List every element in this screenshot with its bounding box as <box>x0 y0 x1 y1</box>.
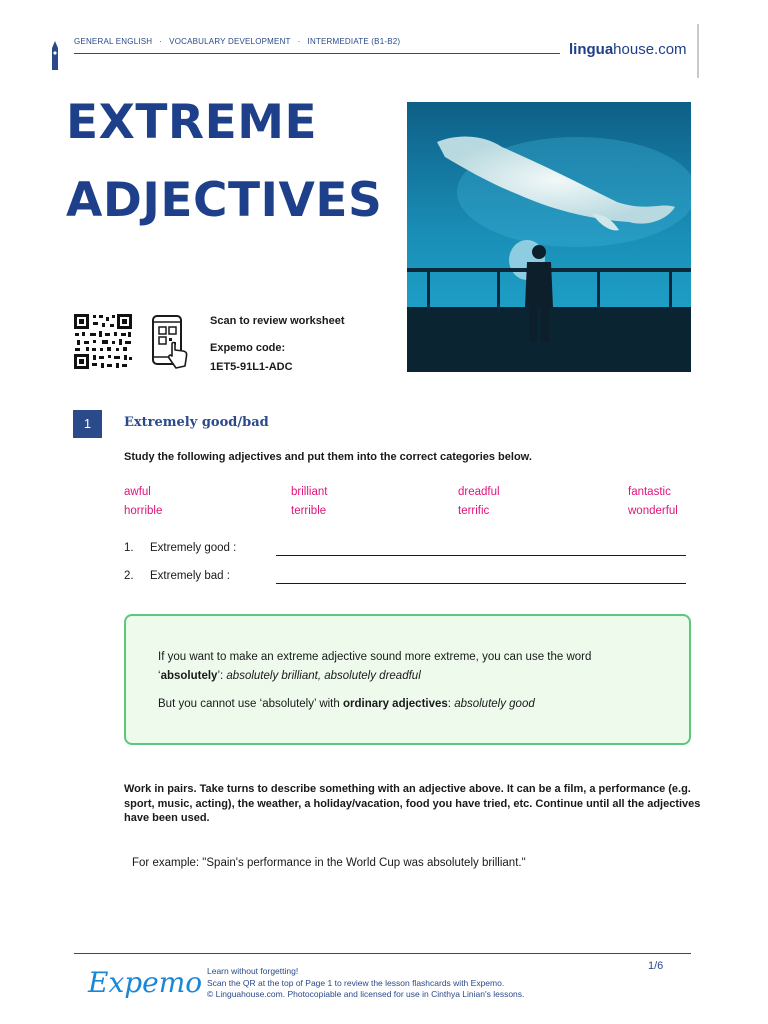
breadcrumb-item: VOCABULARY DEVELOPMENT <box>169 37 291 46</box>
brand-logo <box>569 41 687 58</box>
footer-line-2: Scan the QR at the top of Page 1 to review the lesson flashcards with Expemo. <box>207 977 505 988</box>
page-title-line1: EXTREME <box>66 95 318 150</box>
breadcrumb-separator: · <box>159 37 163 46</box>
adjective-word: dreadful <box>458 486 500 498</box>
note-example: absolutely good <box>454 698 535 710</box>
header-rule <box>74 53 560 54</box>
breadcrumb-separator: · <box>297 37 301 46</box>
note-punct: ’: <box>217 670 227 682</box>
breadcrumb <box>74 37 400 46</box>
adjective-word: terrific <box>458 505 490 517</box>
footer-rule <box>74 953 691 954</box>
adjective-word: brilliant <box>291 486 328 498</box>
note-example: absolutely brilliant, absolutely dreadful <box>226 670 421 682</box>
answer-blank-good[interactable] <box>276 555 686 556</box>
example-sentence: For example: "Spain's performance in the World Cup was absolutely brilliant." <box>132 857 526 869</box>
page-edge-bar <box>697 24 699 78</box>
note-bold-phrase: ordinary adjectives <box>342 698 448 710</box>
adjective-word: terrible <box>291 505 327 517</box>
brand-bold: lingua <box>569 41 614 58</box>
page-number: 1/6 <box>648 960 664 972</box>
phone-scan-icon <box>150 314 192 372</box>
note-bold-word: absolutely <box>160 670 218 682</box>
adjective-word: wonderful <box>628 505 678 517</box>
expemo-code-label: Expemo code: <box>210 342 286 354</box>
adjective-word: awful <box>124 486 151 498</box>
adjective-word: horrible <box>124 505 163 517</box>
note-line-1: If you want to make an extreme adjective sound more extreme, you can use the word <box>158 651 592 663</box>
note-line-2 <box>158 670 421 682</box>
big-ben-icon <box>50 40 60 70</box>
adjective-word: fantastic <box>628 486 671 498</box>
note-quote: ‘ <box>158 670 161 682</box>
page-title-line2: ADJECTIVES <box>66 173 383 228</box>
pair-work-instruction: Work in pairs. Take turns to describe something with an adjective above. It can be a film, a performance (e.g. sport, music, acting), the weather, a holiday/vacation, food you have tried, etc. Continue until all the adjectives have been used. <box>124 783 701 824</box>
section-title: Extremely good/bad <box>124 415 269 430</box>
brand-rest: house.com <box>613 41 687 58</box>
answer-number: 1. <box>124 542 134 554</box>
note-text: But you cannot use ‘absolutely’ with <box>158 698 343 710</box>
answer-row-good <box>124 542 236 554</box>
scan-label: Scan to review worksheet <box>210 315 345 327</box>
qr-code-icon[interactable] <box>73 313 133 370</box>
beluga-aquarium-photo <box>407 102 691 372</box>
footer-text <box>207 966 524 1001</box>
scan-info <box>210 312 345 377</box>
answer-blank-bad[interactable] <box>276 583 686 584</box>
section-instruction: Study the following adjectives and put them into the correct categories below. <box>124 451 532 463</box>
answer-number: 2. <box>124 570 134 582</box>
footer-line-1: Learn without forgetting! <box>207 966 299 976</box>
note-line-3 <box>158 698 535 710</box>
answer-label: Extremely bad : <box>150 570 230 582</box>
answer-row-bad <box>124 570 230 582</box>
section-number: 1 <box>73 410 102 438</box>
answer-label: Extremely good : <box>150 542 237 554</box>
footer-line-3: © Linguahouse.com. Photocopiable and licensed for use in Cinthya Linian's lessons. <box>207 989 525 999</box>
breadcrumb-item: GENERAL ENGLISH <box>74 37 153 46</box>
expemo-logo: Expemo <box>88 966 203 999</box>
breadcrumb-item: INTERMEDIATE (B1-B2) <box>307 37 401 46</box>
note-punct: : <box>447 698 455 710</box>
expemo-code: 1ET5-91L1-ADC <box>210 361 293 373</box>
